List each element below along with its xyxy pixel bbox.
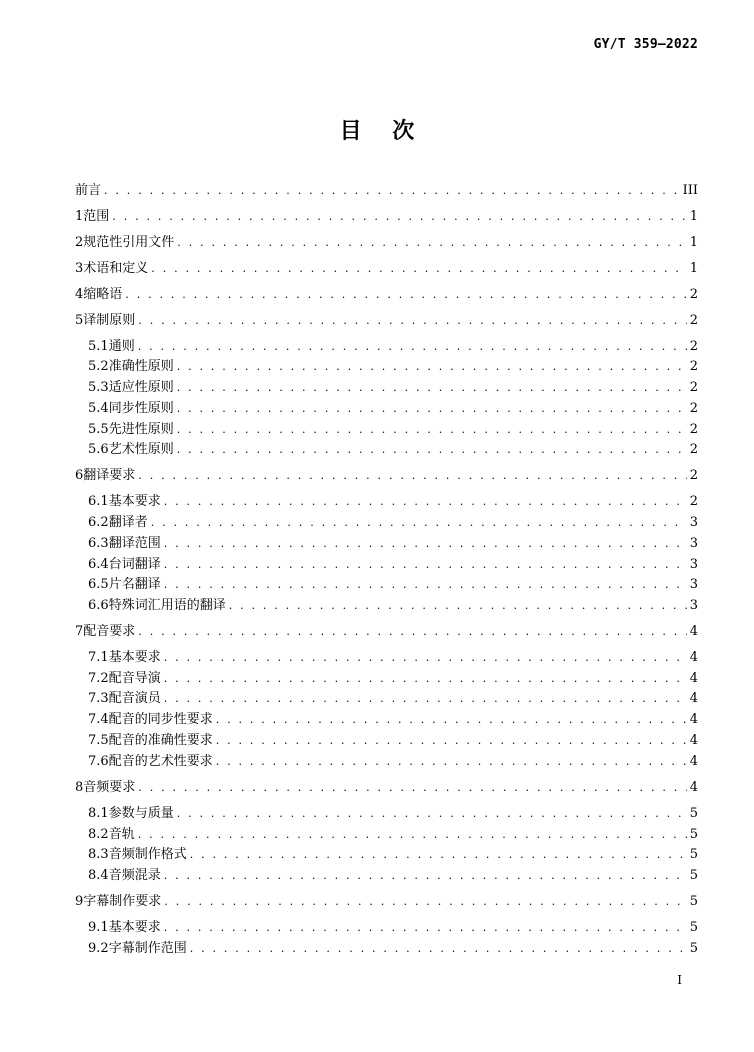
toc-entry-number: 2 (75, 235, 84, 250)
toc-dot-leader (177, 379, 687, 397)
toc-entry-page: 2 (689, 287, 698, 302)
toc-dot-leader (177, 234, 686, 252)
toc-entry-label: 参数与质量 (108, 806, 174, 821)
toc-entry-label: 术语和定义 (83, 261, 149, 276)
toc-dot-leader (138, 779, 686, 797)
toc-dot-leader (229, 597, 687, 615)
toc-entry-page: 1 (689, 261, 698, 276)
toc-entry[interactable] (75, 623, 698, 641)
page-title: 目 次 (339, 119, 415, 144)
toc-entry-number: 7 (75, 624, 84, 639)
toc-dot-leader (104, 182, 680, 200)
toc-entry-label: 配音的同步性要求 (108, 712, 213, 727)
toc-entry-page: 1 (689, 209, 698, 224)
toc-entry[interactable] (88, 535, 698, 553)
toc-dot-leader (112, 208, 686, 226)
toc-dot-leader (190, 940, 687, 958)
toc-entry-label: 片名翻译 (108, 577, 161, 592)
toc-entry[interactable] (88, 940, 698, 958)
toc-dot-leader (164, 535, 687, 553)
toc-entry-label: 基本要求 (108, 650, 161, 665)
toc-entry-page: 2 (689, 468, 698, 483)
toc-entry[interactable] (88, 576, 698, 594)
toc-entry-number: 6.5 (88, 577, 109, 592)
toc-dot-leader (138, 826, 687, 844)
toc-entry[interactable] (75, 260, 698, 278)
toc-dot-leader (164, 867, 687, 885)
toc-entry[interactable] (88, 493, 698, 511)
toc-entry-number: 7.1 (88, 650, 109, 665)
toc-entry-number: 8.1 (88, 806, 109, 821)
toc-entry-page: 2 (689, 380, 698, 395)
document-code: GY/T 359—2022 (593, 37, 698, 52)
toc-dot-leader (164, 919, 687, 937)
toc-entry-label: 通则 (108, 339, 135, 354)
toc-entry-page: 3 (689, 536, 698, 551)
toc-entry[interactable] (75, 893, 698, 911)
toc-entry-label: 字幕制作范围 (108, 941, 187, 956)
toc-entry-number: 9 (75, 894, 84, 909)
toc-entry-page: 4 (689, 671, 698, 686)
toc-entry[interactable] (88, 556, 698, 574)
toc-dot-leader (138, 312, 686, 330)
toc-dot-leader (177, 805, 687, 823)
toc-entry[interactable] (88, 867, 698, 885)
toc-dot-leader (216, 753, 687, 771)
toc-entry-page: 2 (689, 313, 698, 328)
toc-entry-number: 9.1 (88, 920, 109, 935)
toc-entry-label: 先进性原则 (108, 422, 174, 437)
toc-entry[interactable] (88, 379, 698, 397)
toc-entry-page: 2 (689, 339, 698, 354)
toc-entry-page: 2 (689, 494, 698, 509)
toc-entry-label: 配音要求 (83, 624, 136, 639)
toc-entry-page: 2 (689, 359, 698, 374)
toc-entry[interactable] (88, 690, 698, 708)
toc-entry-label: 台词翻译 (108, 557, 161, 572)
toc-entry-label: 同步性原则 (108, 401, 174, 416)
toc-entry-page: 4 (689, 780, 698, 795)
toc-entry-page: 5 (689, 806, 698, 821)
toc-entry[interactable] (75, 467, 698, 485)
toc-entry-label: 配音的艺术性要求 (108, 754, 213, 769)
toc-entry-number: 5.5 (88, 422, 109, 437)
toc-entry-number: 7.5 (88, 733, 109, 748)
toc-entry[interactable] (75, 312, 698, 330)
toc-entry-label: 音频制作格式 (108, 847, 187, 862)
toc-dot-leader (164, 576, 687, 594)
toc-entry[interactable] (88, 826, 698, 844)
toc-entry[interactable] (75, 286, 698, 304)
toc-entry-label: 配音演员 (108, 691, 161, 706)
toc-entry-number: 8.3 (88, 847, 109, 862)
toc-dot-leader (164, 893, 686, 911)
toc-entry-page: 5 (689, 941, 698, 956)
toc-entry-number: 4 (75, 287, 84, 302)
toc-entry-page: 4 (689, 733, 698, 748)
toc-entry[interactable] (75, 779, 698, 797)
toc-entry-label: 音频混录 (108, 868, 161, 883)
toc-entry-label: 基本要求 (108, 920, 161, 935)
toc-entry-number: 6 (75, 468, 84, 483)
toc-entry-label: 配音的准确性要求 (108, 733, 213, 748)
toc-entry-number: 5.2 (88, 359, 109, 374)
toc-entry-label: 特殊词汇用语的翻译 (108, 598, 226, 613)
toc-entry-label: 配音导演 (108, 671, 161, 686)
toc-entry-number: 6.2 (88, 515, 109, 530)
toc-entry-number: 1 (75, 209, 84, 224)
toc-entry[interactable] (88, 711, 698, 729)
toc-entry-page: 3 (689, 557, 698, 572)
toc-entry-number: 5.1 (88, 339, 109, 354)
toc-entry-page: 5 (689, 894, 698, 909)
toc-entry-label: 准确性原则 (108, 359, 174, 374)
toc-entry-page: 2 (689, 442, 698, 457)
toc-entry-label: 基本要求 (108, 494, 161, 509)
toc-entry-label: 翻译范围 (108, 536, 161, 551)
toc-entry-page: 5 (689, 868, 698, 883)
toc-entry[interactable] (88, 919, 698, 937)
toc-entry[interactable] (88, 358, 698, 376)
toc-entry[interactable] (88, 514, 698, 532)
toc-dot-leader (190, 846, 687, 864)
toc-entry[interactable] (88, 670, 698, 688)
toc-entry-label: 翻译者 (108, 515, 148, 530)
toc-entry-page: 5 (689, 827, 698, 842)
toc-entry-label: 艺术性原则 (108, 442, 174, 457)
toc-entry[interactable] (88, 753, 698, 771)
toc-entry[interactable] (88, 649, 698, 667)
toc-entry-number: 8 (75, 780, 84, 795)
toc-dot-leader (138, 467, 686, 485)
toc-entry-number: 3 (75, 261, 84, 276)
toc-entry-page: 5 (689, 920, 698, 935)
toc-entry-number: 5.6 (88, 442, 109, 457)
toc-dot-leader (125, 286, 686, 304)
toc-entry-number: 6.6 (88, 598, 109, 613)
toc-entry-label: 规范性引用文件 (83, 235, 175, 250)
toc-dot-leader (164, 690, 687, 708)
toc-entry-page: 5 (689, 847, 698, 862)
page-number: I (677, 973, 682, 987)
toc-entry-number: 7.3 (88, 691, 109, 706)
toc-dot-leader (151, 514, 687, 532)
toc-dot-leader (177, 400, 687, 418)
toc-entry-label: 前言 (75, 183, 102, 198)
toc-entry-page: 3 (689, 598, 698, 613)
toc-entry[interactable] (88, 732, 698, 750)
toc-dot-leader (164, 493, 687, 511)
toc-dot-leader (216, 711, 687, 729)
toc-dot-leader (177, 358, 687, 376)
toc-entry-label: 音频要求 (83, 780, 136, 795)
toc-entry-number: 6.3 (88, 536, 109, 551)
toc-entry-page: 4 (689, 691, 698, 706)
toc-entry-number: 8.4 (88, 868, 109, 883)
toc-entry-label: 适应性原则 (108, 380, 174, 395)
toc-dot-leader (177, 441, 687, 459)
toc-entry-label: 译制原则 (83, 313, 136, 328)
toc-dot-leader (164, 649, 687, 667)
toc-entry-label: 字幕制作要求 (83, 894, 162, 909)
toc-entry-number: 7.2 (88, 671, 109, 686)
toc-entry-page: 4 (689, 754, 698, 769)
toc-entry-page: 4 (689, 624, 698, 639)
toc-entry[interactable] (88, 805, 698, 823)
toc-entry[interactable] (88, 338, 698, 356)
toc-entry-label: 范围 (83, 209, 110, 224)
toc-dot-leader (177, 421, 687, 439)
toc-entry[interactable] (75, 208, 698, 226)
toc-entry-label: 翻译要求 (83, 468, 136, 483)
toc-entry-label: 缩略语 (83, 287, 123, 302)
toc-entry[interactable] (88, 846, 698, 864)
toc-entry-number: 6.4 (88, 557, 109, 572)
toc-entry-page: 2 (689, 401, 698, 416)
toc-entry-number: 5.3 (88, 380, 109, 395)
toc-entry-page: 4 (689, 712, 698, 727)
toc-entry-label: 音轨 (108, 827, 135, 842)
toc-entry[interactable] (75, 182, 698, 200)
toc-entry-number: 9.2 (88, 941, 109, 956)
toc-entry-number: 6.1 (88, 494, 109, 509)
toc-entry-page: 1 (689, 235, 698, 250)
toc-entry-page: III (682, 183, 698, 198)
toc-entry-page: 3 (689, 515, 698, 530)
toc-entry-number: 8.2 (88, 827, 109, 842)
toc-dot-leader (138, 623, 686, 641)
toc-dot-leader (164, 556, 687, 574)
toc-entry[interactable] (88, 597, 698, 615)
toc-entry-number: 5.4 (88, 401, 109, 416)
toc-dot-leader (216, 732, 687, 750)
toc-entry-number: 5 (75, 313, 84, 328)
toc-dot-leader (138, 338, 687, 356)
toc-entry[interactable] (88, 400, 698, 418)
toc-entry-number: 7.4 (88, 712, 109, 727)
toc-entry-number: 7.6 (88, 754, 109, 769)
toc-entry[interactable] (75, 234, 698, 252)
toc-dot-leader (164, 670, 687, 688)
toc-entry-page: 4 (689, 650, 698, 665)
toc-entry-page: 2 (689, 422, 698, 437)
toc-entry[interactable] (88, 441, 698, 459)
toc-entry-page: 3 (689, 577, 698, 592)
toc-dot-leader (151, 260, 686, 278)
toc-entry[interactable] (88, 421, 698, 439)
